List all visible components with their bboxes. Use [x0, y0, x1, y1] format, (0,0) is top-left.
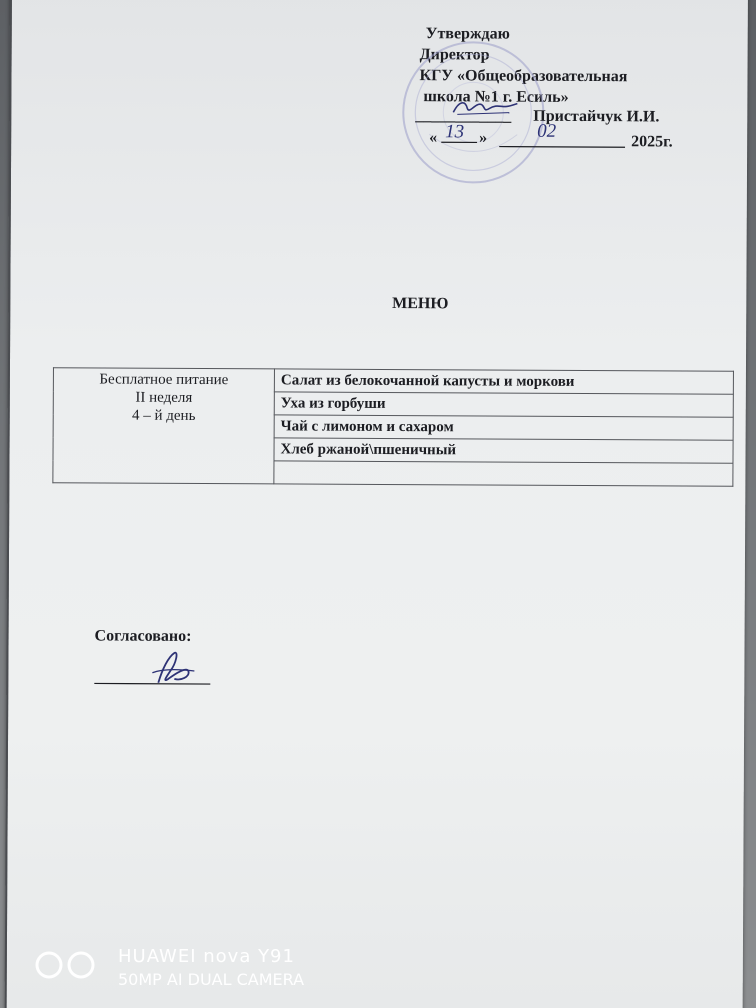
week-label: II неделя: [135, 389, 193, 406]
menu-table: [52, 367, 734, 487]
date-year: 2025г.: [631, 133, 673, 151]
dish-cell: Хлеб ржаной\пшеничный: [274, 438, 733, 463]
agreement-label: Согласовано:: [94, 627, 192, 645]
director-name: Пристайчук И.И.: [533, 107, 660, 126]
date-open-quote: «: [429, 129, 438, 147]
approval-position: Директор: [419, 46, 490, 64]
date-close-quote: »: [479, 129, 488, 147]
approval-organization: КГУ «Общеобразовательная: [419, 67, 628, 86]
approval-heading: Утверждаю: [425, 25, 510, 43]
date-month-underline: [499, 145, 625, 150]
dish-cell: Уха из горбуши: [274, 392, 733, 417]
date-day: 13: [445, 121, 465, 143]
meal-group-cell: [53, 368, 275, 484]
dish-cell: Салат из белокочанной капусты и моркови: [274, 369, 733, 394]
agreement-signature-icon: [90, 648, 214, 689]
date-day-underline: [441, 140, 477, 144]
approval-school: школа №1 г. Есиль»: [423, 88, 569, 106]
empty-dish-cell: [274, 461, 733, 486]
director-signature-icon: [449, 94, 519, 120]
paper-sheet: [4, 0, 748, 1008]
page-title: МЕНЮ: [392, 295, 449, 313]
watermark-brand: HUAWEI nova Y91: [118, 946, 295, 967]
date-month: 02: [537, 120, 557, 142]
day-label: 4 – й день: [131, 407, 196, 424]
dish-cell: Чай с лимоном и сахаром: [274, 415, 733, 440]
dual-camera-logo-icon: [34, 950, 98, 980]
watermark-camera: 50MP AI DUAL CAMERA: [118, 970, 305, 989]
table-row: [53, 368, 733, 395]
director-signature-line: ____________: [415, 107, 512, 125]
meal-type-label: Бесплатное питание: [99, 371, 229, 389]
